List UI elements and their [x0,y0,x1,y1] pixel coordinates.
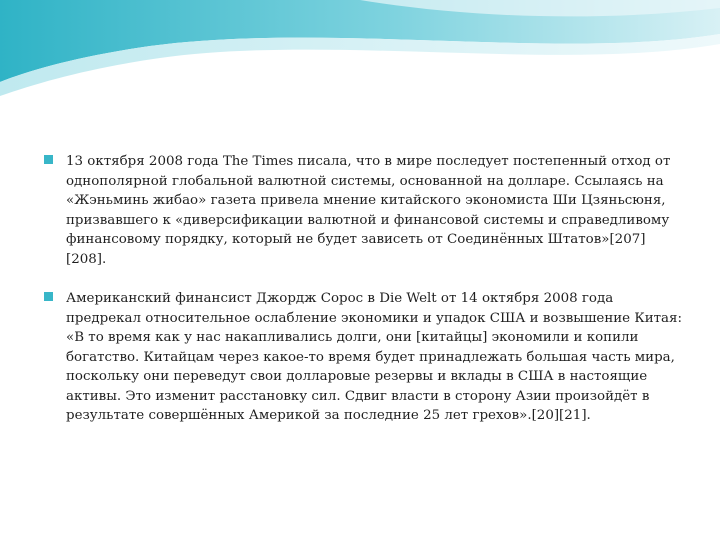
bullet-text: Американский финансист Джордж Сорос в Die Welt от 14 октября 2008 года предрекал относительное ослабление экономики и упадок США и возвышение Китая: «В то время как у нас накапливались долги, они [китайцы] экономили и копили богатство. Китайцам через какое-то время будет принадлежать большая часть мира, поскольку они переведут свои долларовые резервы и вклады в США в настоящие активы. Это изменит расстановку сил. Сдвиг власти в сторону Азии произойдёт в результате совершённых Америкой за последние 25 лет грехов».[20][21]. [66,291,682,423]
bullet-item-times [44,152,684,269]
slide-content [44,152,684,446]
bullet-text: 13 октября 2008 года The Times писала, что в мире последует постепенный отход от однополярной глобальной валютной системы, основанной на долларе. Ссылаясь на «Жэньминь жибао» газета привела мнение китайского экономиста Ши Цзяньсюня, призвавшего к «диверсификации валютной и финансовой системы и справедливому финансовому порядку, который не будет зависеть от Соединённых Штатов»[207][208]. [66,154,671,267]
decorative-wave-header [0,0,720,110]
bullet-item-soros [44,289,684,426]
square-bullet-icon [44,155,53,164]
square-bullet-icon [44,292,53,301]
